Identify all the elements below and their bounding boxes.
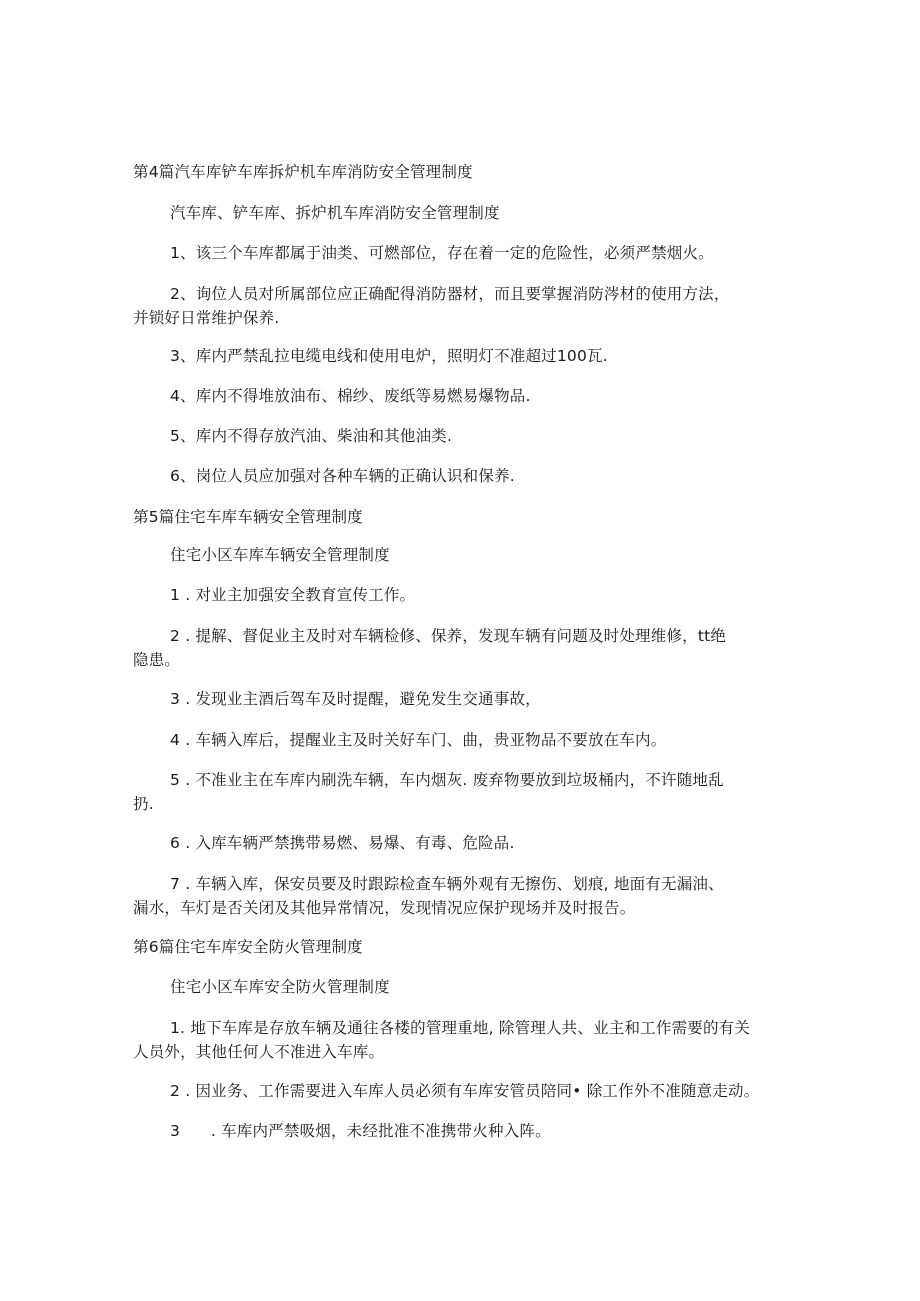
list-item: 5、库内不得存放汽油、柴油和其他油类. [170, 427, 453, 445]
list-item: 2、询位人员对所属部位应正确配得消防器材，而且要掌握消防涔材的使用方法， [170, 285, 730, 303]
list-item: 3 . 发现业主酒后驾车及时提醒，避免发生交通事故， [170, 690, 541, 708]
list-item: 6 . 入库车辆严禁携带易燃、易爆、有毒、危险品. [170, 834, 515, 852]
list-item: 2 . 提解、督促业主及时对车辆检修、保养，发现车辆有问题及时处理维修，tt绝 [170, 627, 727, 645]
section-heading: 第6篇住宅车库安全防火管理制度 [133, 938, 363, 956]
section-heading: 第4篇汽车库铲车库拆炉机车库消防安全管理制度 [133, 163, 473, 181]
list-item: 3 . 车库内严禁吸烟，未经批准不准携带火种入阵。 [170, 1122, 551, 1140]
list-item-continuation: 漏水，车灯是否关闭及其他异常情况，发现情况应保护现场并及时报告。 [133, 899, 636, 917]
list-item: 4 . 车辆入库后，提醒业主及时关好车门、曲，贵亚物品不要放在车内。 [170, 731, 667, 749]
list-item: 1. 地下车库是存放车辆及通往各楼的管理重地, 除管理人共、业主和工作需要的有关 [170, 1019, 751, 1037]
list-item: 1、该三个车库都属于油类、可燃部位，存在着一定的危险性，必须严禁烟火。 [170, 244, 714, 262]
section-heading: 第5篇住宅车库车辆安全管理制度 [133, 508, 363, 526]
section-subtitle: 汽车库、铲车库、拆炉机车库消防安全管理制度 [170, 204, 500, 222]
list-item: 2 . 因业务、工作需要进入车库人员必须有车库安管员陪同• 除工作外不准随意走动。 [170, 1082, 760, 1100]
section-subtitle: 住宅小区车库安全防火管理制度 [170, 978, 390, 996]
list-item-continuation: 隐患。 [133, 651, 181, 669]
list-item: 6、岗位人员应加强对各种车辆的正确认识和保养. [170, 467, 515, 485]
list-item: 7 . 车辆入库，保安员要及时跟踪检查车辆外观有无擦伤、划痕, 地面有无漏油、 [170, 875, 724, 893]
section-subtitle: 住宅小区车库车辆安全管理制度 [170, 546, 390, 564]
list-item: 1 . 对业主加强安全教育宣传工作。 [170, 586, 416, 604]
list-item-continuation: 并锁好日常维护保养. [133, 309, 280, 327]
list-item: 3、库内严禁乱拉电缆电线和使用电炉，照明灯不准超过100瓦. [170, 347, 608, 365]
list-item-continuation: 人员外，其他任何人不准进入车库。 [133, 1043, 385, 1061]
list-item: 4、库内不得堆放油布、棉纱、废纸等易燃易爆物品. [170, 387, 531, 405]
list-item: 5 . 不准业主在车库内刷洗车辆，车内烟灰. 废弃物要放到垃圾桶内，不许随地乱 [170, 771, 724, 789]
list-item-continuation: 扔. [133, 795, 154, 813]
